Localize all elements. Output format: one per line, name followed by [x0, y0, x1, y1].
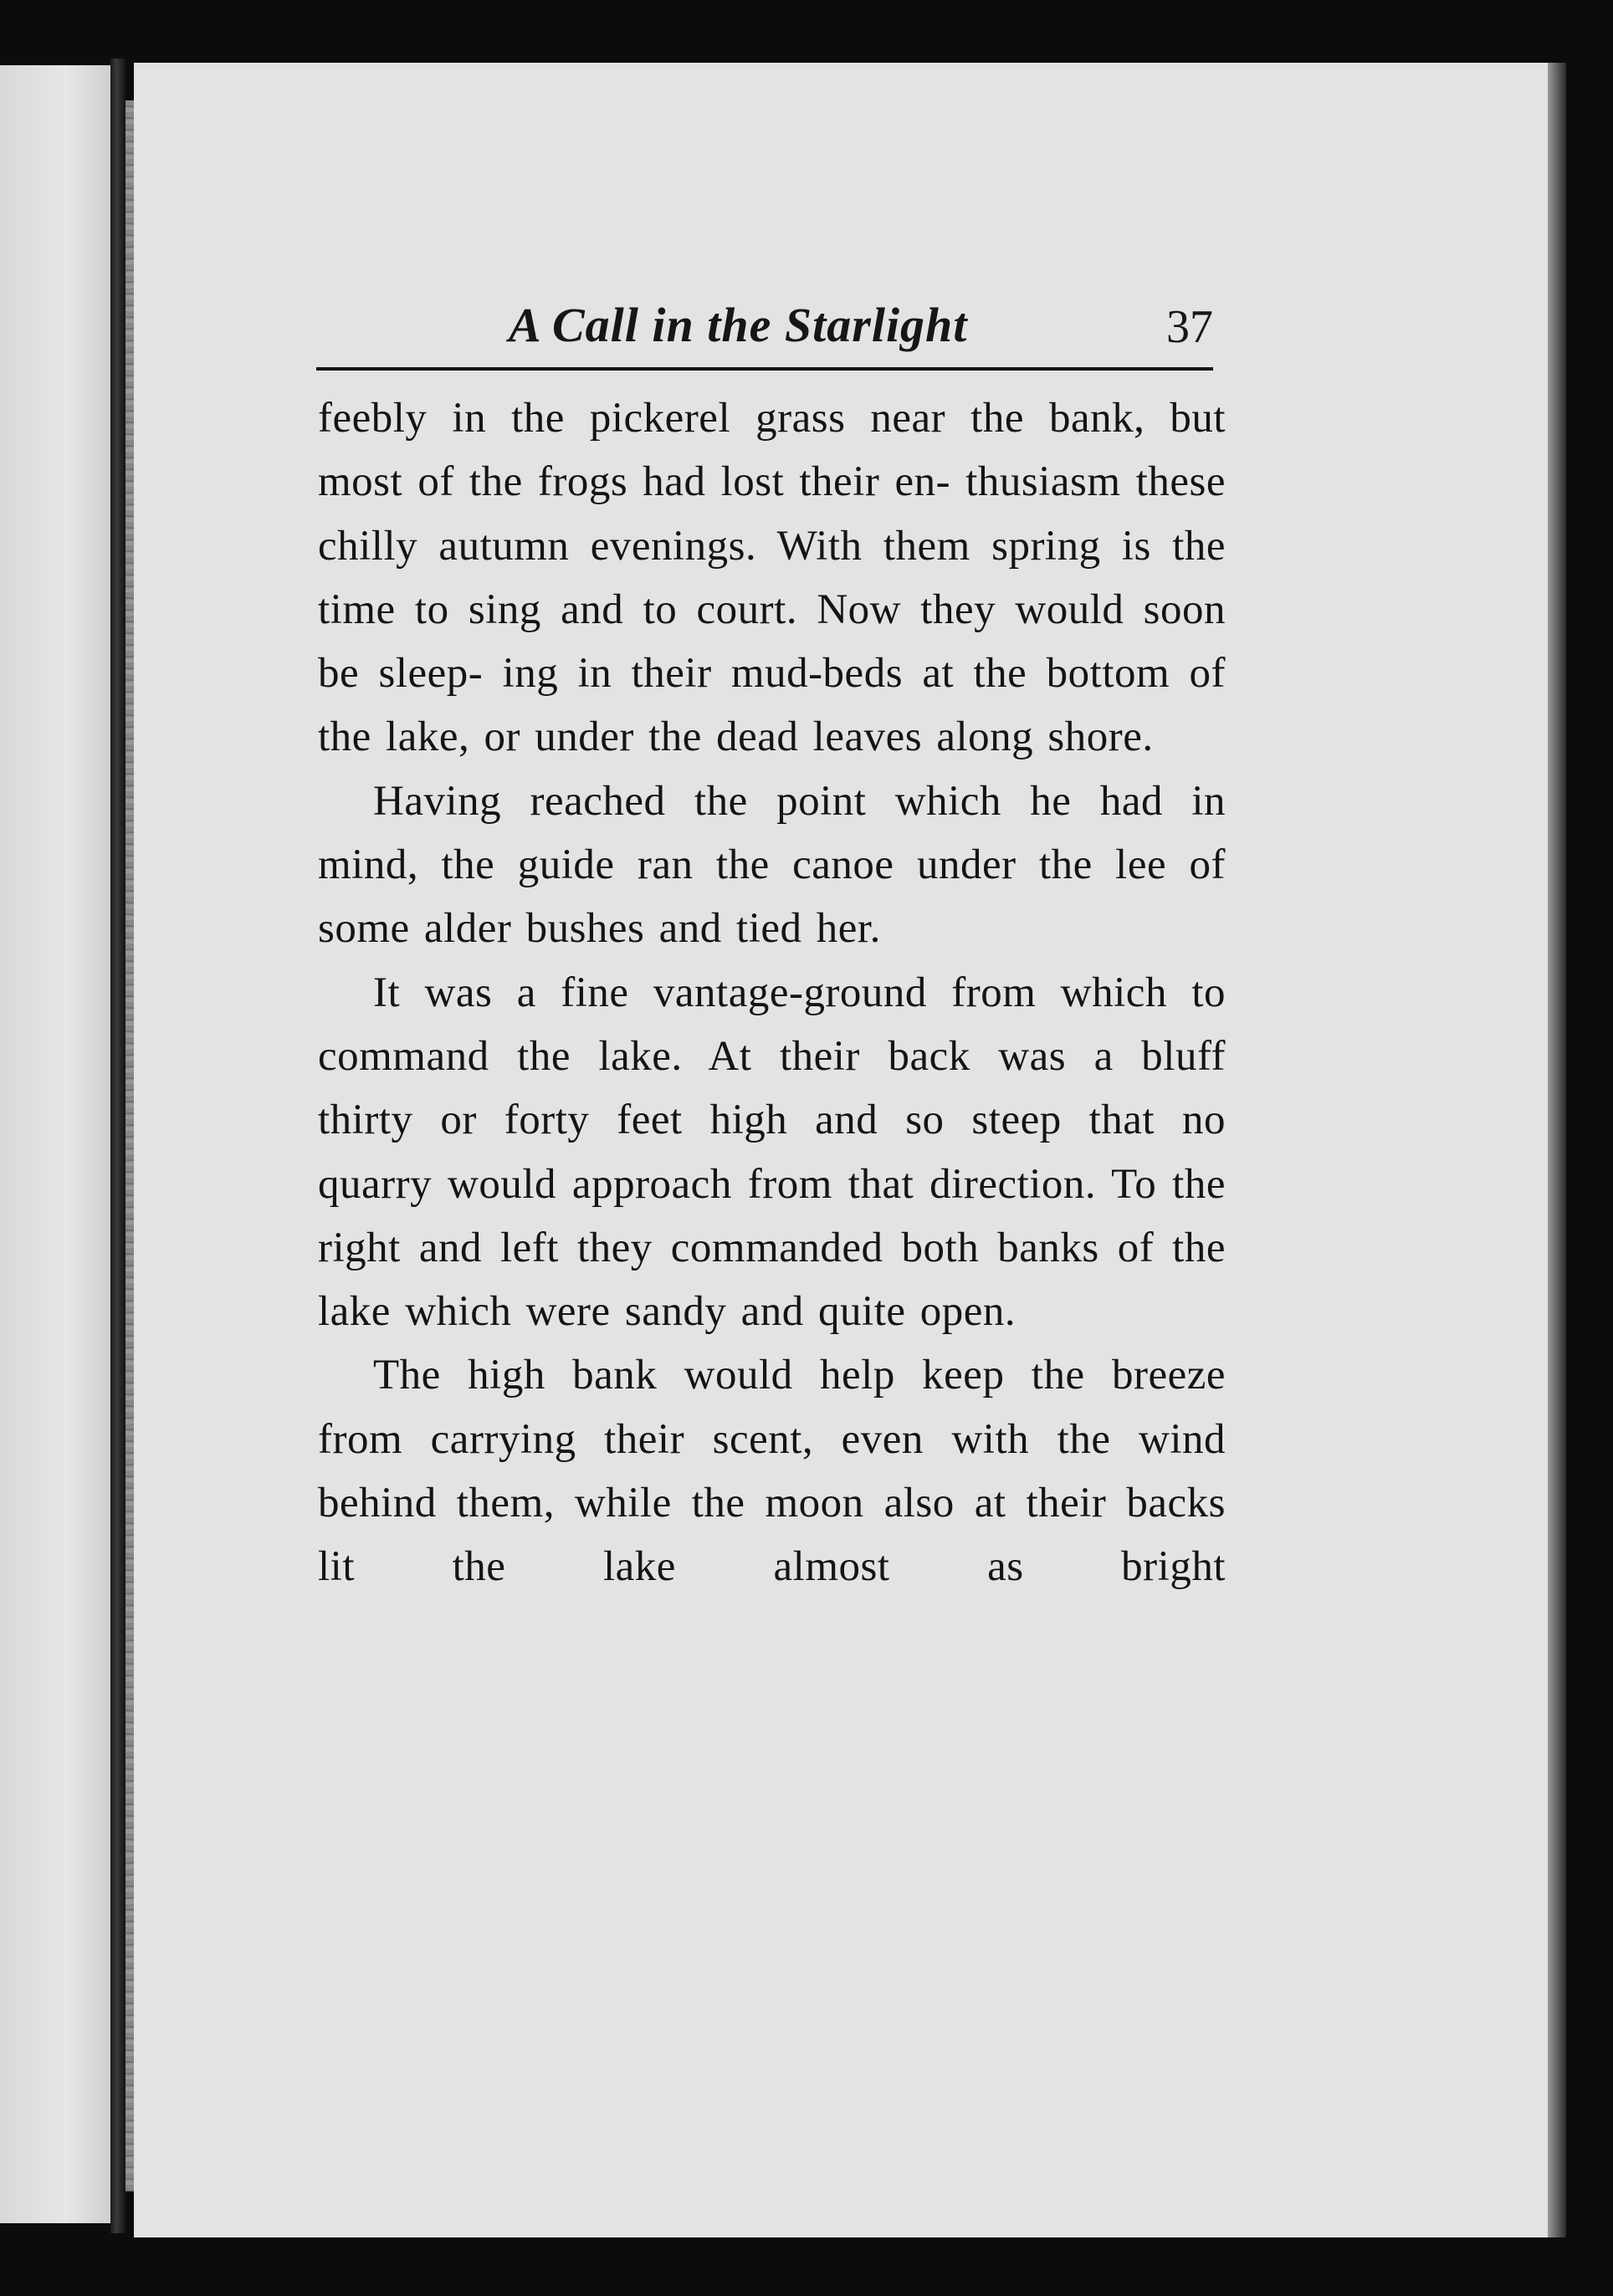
paragraph: It was a fine vantage-ground from which to command the lake. At their back was a bluff thirty or forty feet high and so steep that no quarry would approach from that direction. To the right and left they commanded both banks of the lake which were sandy and quite open.	[318, 969, 1226, 1336]
page-number: 37	[1166, 301, 1213, 353]
running-head-title: A Call in the Starlight	[509, 298, 968, 352]
running-head	[316, 297, 1213, 371]
facing-page-edge	[0, 65, 110, 2223]
page-edge-shadow	[1548, 63, 1566, 2237]
body-text	[318, 386, 1226, 1599]
paragraph: feebly in the pickerel grass near the bank, but most of the frogs had lost their en- thusiasm these chilly autumn evenings. With them spring is the time to sing and to court. Now they would soon be sleep- ing in their mud-beds at the bottom of the lake, or under the dead leaves along shore.	[318, 395, 1226, 761]
paragraph: Having reached the point which he had in mind, the guide ran the canoe under the lee of some alder bushes and tied her.	[318, 777, 1226, 953]
book-gutter	[110, 59, 125, 2233]
paragraph: The high bank would help keep the breeze from carrying their scent, even with the wind behind them, while the moon also at their backs lit the lake almost as bright	[318, 1352, 1226, 1591]
